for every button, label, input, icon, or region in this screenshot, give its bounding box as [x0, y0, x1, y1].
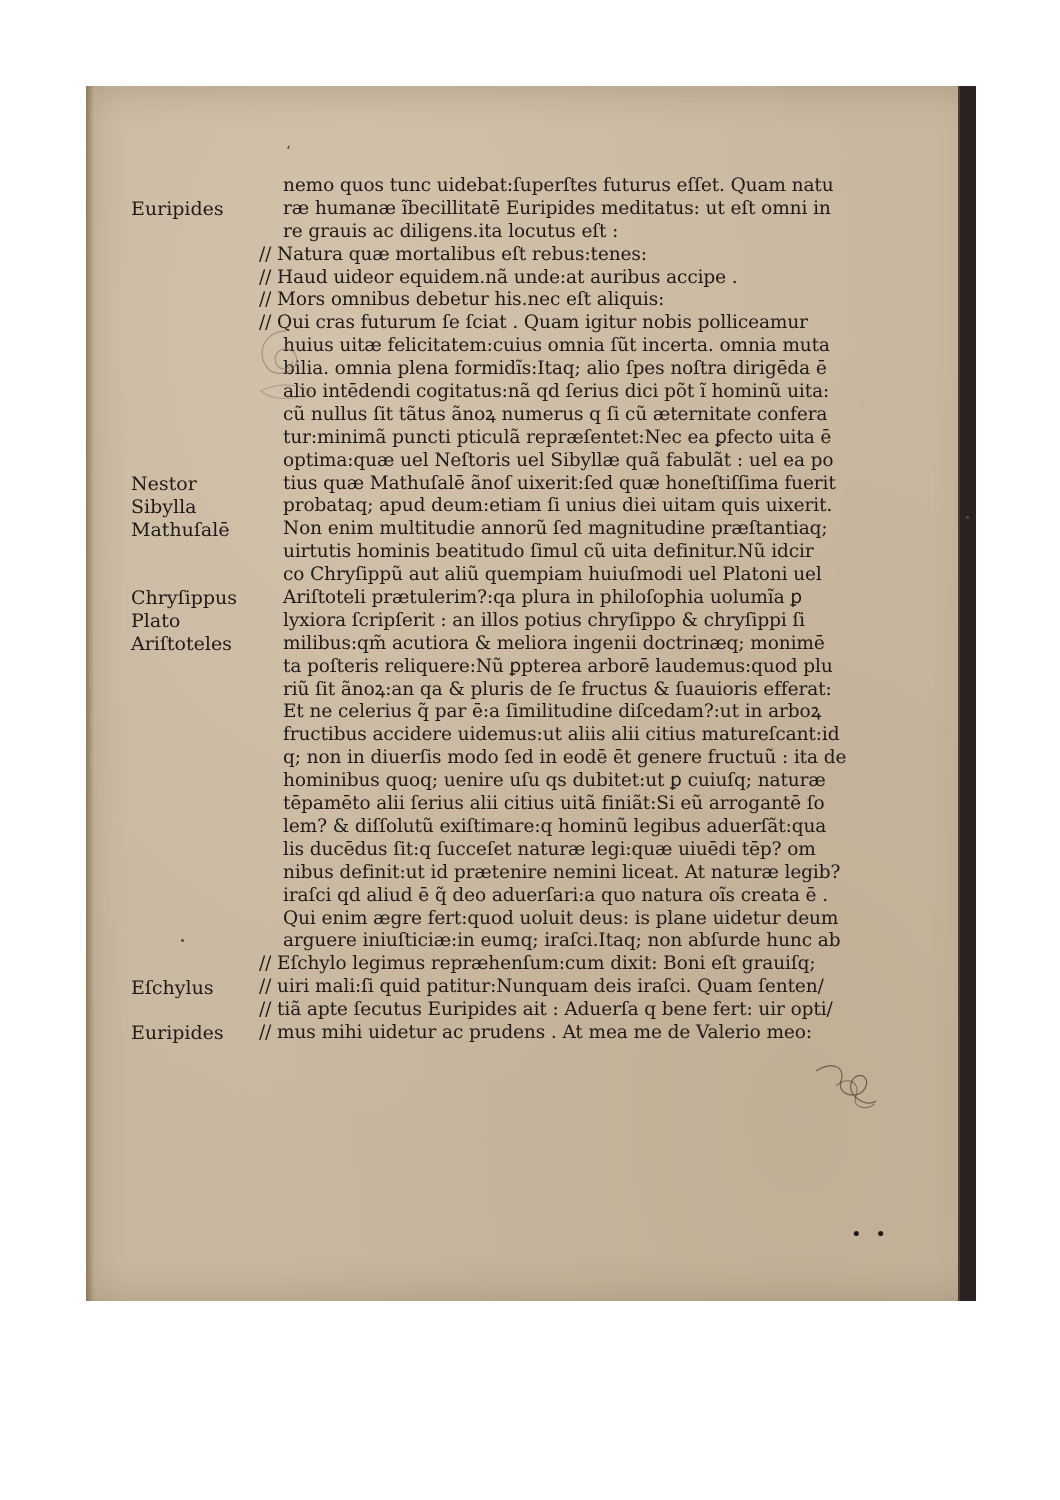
- margin-note: Plato: [131, 610, 181, 633]
- text-line: tius quæ Mathuſalē ãnoſ uixerit:ſed quæ honeſtiſſima fuerit: [283, 472, 836, 494]
- text-line: lem? & diſſolutũ exiſtimare:q hominũ legibus aduerſãt:qua: [283, 815, 827, 837]
- text-line: // uiri mali:ſi quid patitur:Nunquam deis iraſci. Quam ſenten/: [259, 976, 824, 998]
- right-edge-dot: [966, 516, 969, 519]
- ownership-stamp-icon: [246, 321, 326, 411]
- text-line: tēpamēto alii ſerius alii citius uitã finiãt:Si eũ arrogantē ſo: [283, 793, 825, 815]
- text-line: ta poſteris reliquere:Nũ ꝑpterea arborē laudemus:quod plu: [283, 655, 833, 677]
- text-line: riũ ſit ãnoꝝ:an qa & pluris de ſe fructus & ſuauioris efferat:: [283, 678, 832, 700]
- text-line: // Qui cras futurum ſe ſciat . Quam igitur nobis polliceamur: [259, 312, 808, 334]
- text-line: uirtutis hominis beatitudo ſimul cũ uita definitur.Nũ idcir: [283, 541, 814, 563]
- text-line: arguere iniuſticiæ:in eumq; iraſci.Itaq; non abſurde hunc ab: [283, 930, 841, 952]
- page-edge-dark: [960, 86, 976, 1301]
- text-line: // Mors omnibus debetur his.nec eſt aliquis:: [259, 289, 665, 311]
- text-line: lyxiora ſcripſerit : an illos potius chryſippo & chryſippi ſi: [283, 609, 805, 631]
- text-line: alio intēdendi cogitatus:nã qd ſerius dici põt ĩ hominũ uita:: [283, 381, 830, 403]
- text-line: nibus definit:ut id prætenire nemini liceat. At naturæ legib?: [283, 861, 841, 883]
- text-line: optima:quæ uel Neſtoris uel Sibyllæ quã fabulãt : uel ea po: [283, 449, 834, 471]
- text-line: // tiã apte ſecutus Euripides ait : Aduerſa q bene fert: uir opti/: [259, 999, 833, 1021]
- text-line: hominibus quoq; uenire uſu qs dubitet:ut ꝑ cuiuſq; naturæ: [283, 770, 826, 792]
- text-line: nemo quos tunc uidebat:ſuperſtes futurus eſſet. Quam natu: [283, 175, 834, 196]
- text-line: iraſci qd aliud ē q̃ deo aduerſari:a quo natura oĩs creata ē .: [283, 884, 828, 906]
- book-page: [86, 86, 976, 1301]
- text-line: cũ nullus ſit tãtus ãnoꝝ numerus q ſi cũ æternitate confera: [283, 403, 828, 425]
- margin-note: Sibylla: [131, 495, 197, 518]
- text-line: co Chryſippũ aut aliũ quempiam huiuſmodi uel Platoni uel: [283, 564, 822, 586]
- text-line: huius uitæ felicitatem:cuius omnia ſũt incerta. omnia muta: [283, 335, 830, 357]
- main-text-block: [259, 175, 893, 1045]
- page-gutter-shadow: [86, 86, 94, 1301]
- text-line: q; non in diuerſis modo ſed in eodē ēt genere fructuũ : ita de: [283, 747, 847, 769]
- margin-note: Euripides: [131, 1022, 224, 1045]
- text-line: bilia. omnia plena formidĩs:Itaq; alio ſpes noſtra dirigēda ē: [283, 358, 827, 380]
- text-line: Et ne celerius q̃ par ē:a ſimilitudine diſcedam?:ut in arboꝝ: [283, 701, 822, 723]
- margin-note: Eſchylus: [131, 976, 214, 999]
- text-line: // Eſchylo legimus repræhenſum:cum dixit: Boni eſt grauiſq;: [259, 953, 816, 975]
- text-line: // Natura quæ mortalibus eſt rebus:tenes:: [259, 243, 647, 265]
- page-tick-mark: ‘: [286, 144, 291, 160]
- text-line: tur:minimã puncti pticulã repræſentet:Nec ea ꝑfecto uita ē: [283, 426, 832, 448]
- text-line: ræ humanæ ĩbecillitatē Euripides meditatus: ut eſt omni in: [283, 197, 831, 219]
- margin-dot: [181, 939, 184, 942]
- text-line: Ariſtoteli prætulerim?:qa plura in philoſophia uolumĩa ꝑ: [283, 587, 802, 609]
- text-line: // Haud uideor equidem.nã unde:at auribus accipe .: [259, 266, 738, 288]
- text-line: // mus mihi uidetur ac prudens . At mea me de Valerio meo:: [259, 1021, 812, 1043]
- text-line: milibus:qm̃ acutiora & meliora ingenii doctrinæq; monimē: [283, 632, 825, 654]
- margin-note: Ariſtoteles: [131, 633, 232, 655]
- text-line: lis ducēdus ſit:q ſucceſet naturæ legi:quæ uiuēdi tēp? om: [283, 838, 816, 860]
- margin-note: Nestor: [131, 472, 197, 495]
- text-line: Qui enim ægre fert:quod uoluit deus: is plane uidetur deum: [283, 907, 839, 929]
- text-line: fructibus accidere uidemus:ut aliis alii citius matureſcant:id: [283, 724, 840, 746]
- margin-note: Chryſippus: [131, 587, 238, 610]
- ownership-flourish-icon: [806, 1056, 886, 1116]
- margin-note: Mathuſalē: [131, 518, 230, 541]
- text-line: Non enim multitudie annorũ ſed magnitudine præſtantiaq;: [283, 518, 828, 540]
- text-line: re grauis ac diligens.ita locutus eſt :: [283, 220, 619, 242]
- catchword-marks: • •: [851, 1224, 890, 1245]
- text-line: probataq; apud deum:etiam ſi unius diei uitam quis uixerit.: [283, 495, 833, 517]
- margin-note: Euripides: [131, 197, 224, 220]
